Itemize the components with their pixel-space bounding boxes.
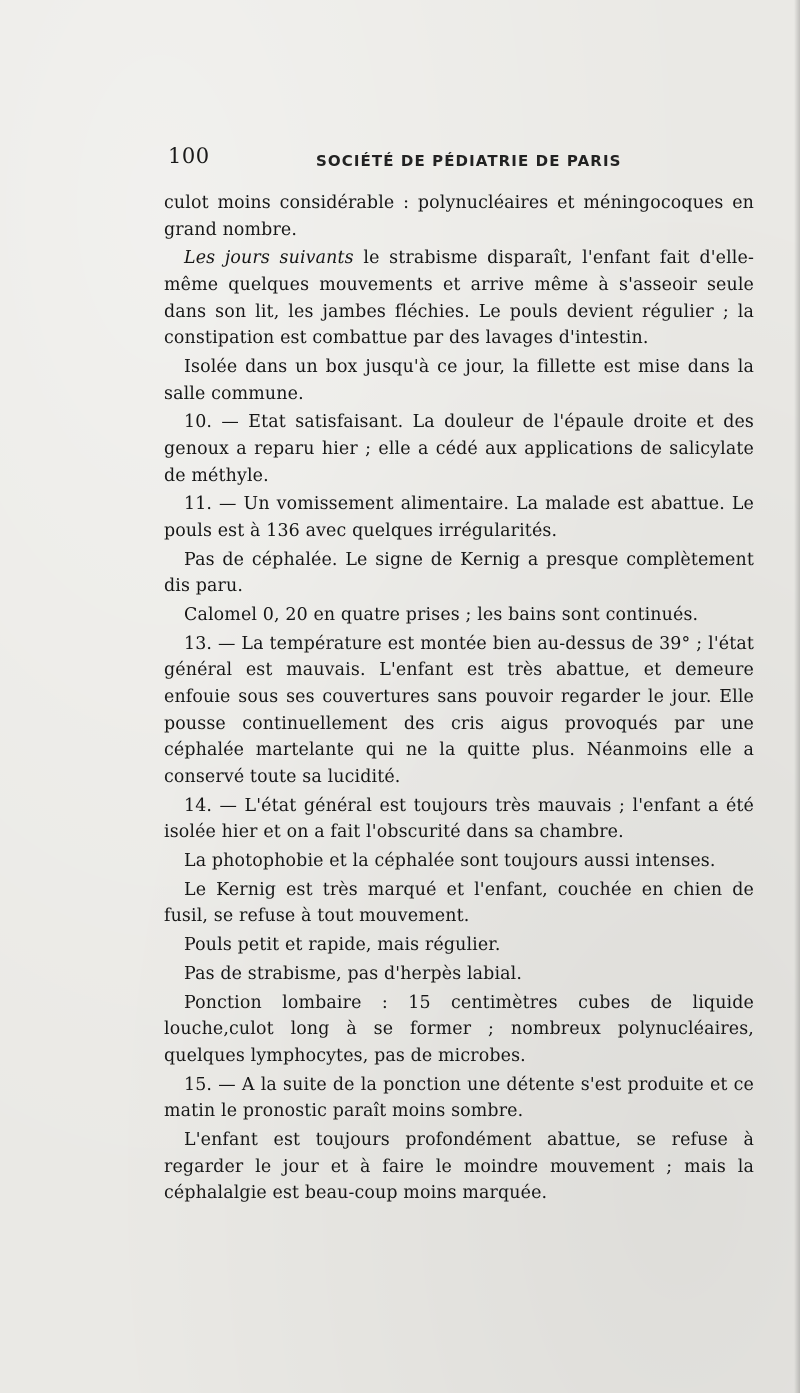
paragraph-text: Isolée dans un box jusqu'à ce jour, la fillette est mise dans la salle commune. — [164, 356, 754, 404]
paragraph — [164, 932, 754, 959]
page-number: 100 — [168, 144, 210, 168]
paragraph — [164, 848, 754, 875]
paragraph-text: Calomel 0, 20 en quatre prises ; les bains sont continués. — [184, 605, 699, 626]
page-edge-shadow — [794, 0, 800, 1393]
paragraph — [164, 409, 754, 489]
paragraph — [164, 190, 754, 243]
paragraph — [164, 547, 754, 600]
running-head: SOCIÉTÉ DE PÉDIATRIE DE PARIS — [316, 152, 622, 170]
paragraph — [164, 491, 754, 544]
paragraph-text: Pouls petit et rapide, mais régulier. — [184, 935, 501, 956]
paragraph-lead-italic: Les jours suivants — [184, 248, 354, 269]
paragraph-text: 14. — L'état général est toujours très mauvais ; l'enfant a été isolée hier et on a fait l'obscurité dans sa chambre. — [164, 795, 754, 843]
paragraph — [164, 793, 754, 846]
paragraph-text: 13. — La température est montée bien au-dessus de 39° ; l'état général est mauvais. L'enfant est très abattue, et demeure enfouie sous ses couvertures sans pouvoir regarder le jour. Elle pousse continuellement des cris aigus provoqués par une céphalée martelante qui ne la quitte plus. Néanmoins elle a conservé toute sa lucidité. — [164, 633, 754, 787]
paragraph-text: Ponction lombaire : 15 centimètres cubes de liquide louche,culot long à se former ; nombreux polynucléaires, quelques lymphocytes, pas de microbes. — [164, 992, 754, 1066]
paragraph — [164, 990, 754, 1070]
paragraph-text: Pas de strabisme, pas d'herpès labial. — [184, 963, 523, 984]
paragraph — [164, 1072, 754, 1125]
paragraph — [164, 354, 754, 407]
paragraph-text: L'enfant est toujours profondément abattue, se refuse à regarder le jour et à faire le moindre mouvement ; mais la céphalalgie est beau-coup moins marquée. — [164, 1130, 754, 1204]
paragraph — [164, 245, 754, 351]
body-text — [164, 190, 754, 1209]
paragraph — [164, 602, 754, 629]
paragraph — [164, 1127, 754, 1207]
paragraph — [164, 877, 754, 930]
paragraph — [164, 961, 754, 988]
page-header — [168, 140, 758, 180]
paragraph-text: 10. — Etat satisfaisant. La douleur de l'épaule droite et des genoux a reparu hier ; elle a cédé aux applications de salicylate de méthyle. — [164, 412, 754, 486]
paragraph-text: culot moins considérable : polynucléaires et méningocoques en grand nombre. — [164, 193, 754, 240]
paragraph-text: le strabisme disparaît, l'enfant fait d'elle-même quelques mouvements et arrive même à s'asseoir seule dans son lit, les jambes fléchies. Le pouls devient régulier ; la constipation est combattue par des lavages d'intestin. — [164, 248, 754, 349]
paragraph-text: La photophobie et la céphalée sont toujours aussi intenses. — [184, 850, 716, 871]
paragraph-text: 11. — Un vomissement alimentaire. La malade est abattue. Le pouls est à 136 avec quelques irrégularités. — [164, 494, 754, 541]
paragraph-text: Le Kernig est très marqué et l'enfant, couchée en chien de fusil, se refuse à tout mouvement. — [164, 879, 754, 927]
paragraph-text: Pas de céphalée. Le signe de Kernig a presque complètement dis paru. — [164, 549, 754, 597]
paragraph-text: 15. — A la suite de la ponction une détente s'est produite et ce matin le pronostic paraît moins sombre. — [164, 1074, 754, 1122]
paragraph — [164, 631, 754, 791]
